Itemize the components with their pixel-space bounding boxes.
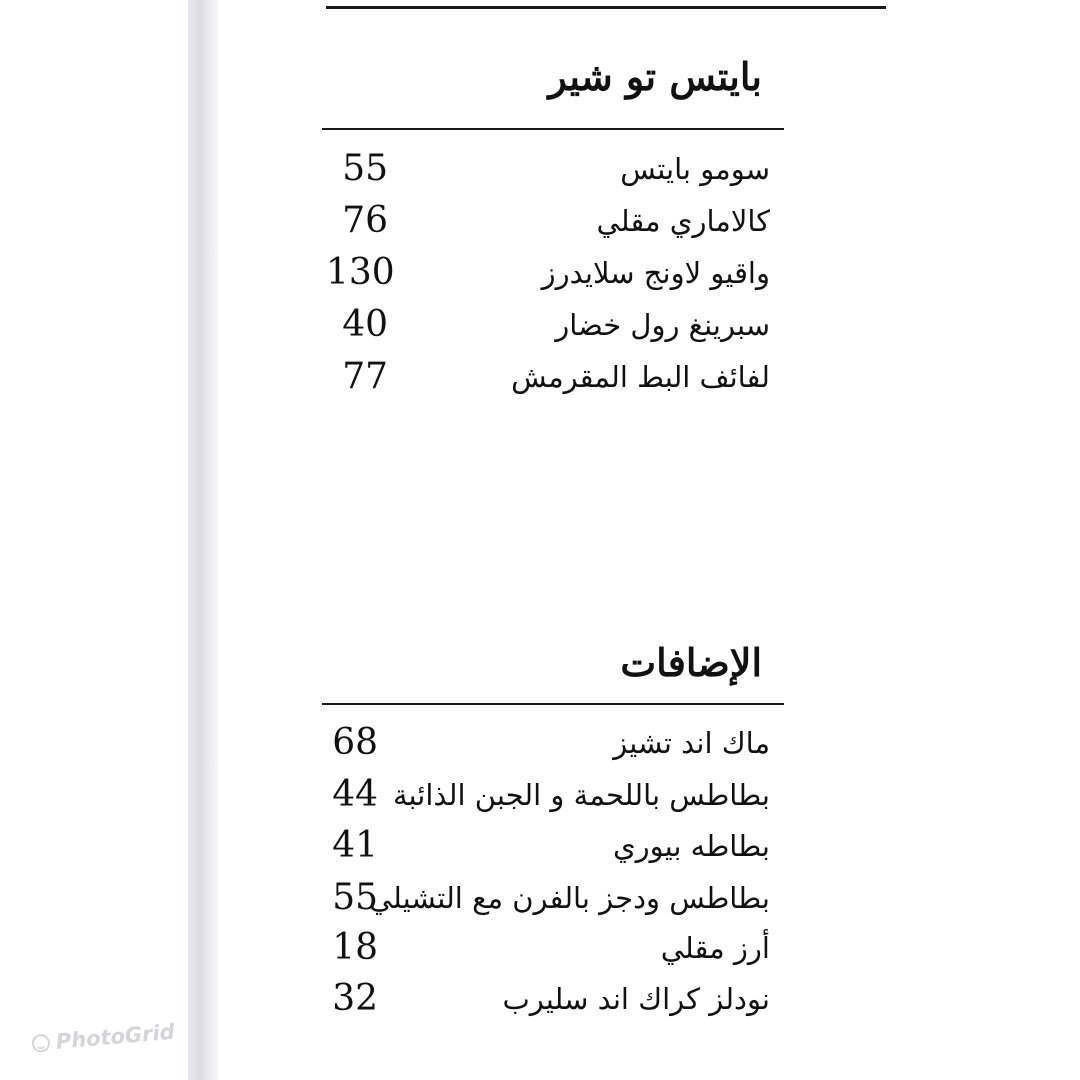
menu-item [322,352,784,402]
menu-item [322,873,784,923]
watermark-text: PhotoGrid [54,1019,176,1054]
menu-item-name: سومو بايتس [620,152,770,186]
menu-item [322,144,784,194]
menu-item-price: 77 [342,356,388,397]
menu-item [322,196,784,246]
menu-item-price: 55 [332,877,378,918]
page-gutter-shadow [188,0,218,1080]
section-rule [322,703,784,705]
menu-item-name: سبرينغ رول خضار [555,308,770,342]
section-add-ons [322,640,784,1040]
menu-item-price: 76 [342,200,388,241]
menu-item-name: بطاطه بيوري [612,829,770,863]
menu-item-name: بطاطس ودجز بالفرن مع التشيلي [368,881,770,915]
menu-item [322,923,784,973]
section-bites-to-share [322,0,784,420]
menu-item-name: بطاطس باللحمة و الجبن الذائبة [393,778,770,812]
menu-item-price: 41 [332,825,378,866]
menu-item-price: 32 [332,978,378,1019]
section-title: الإضافات [620,640,762,685]
menu-item-name: نودلز كراك اند سليرب [502,982,770,1016]
menu-item [322,821,784,871]
menu-item [322,248,784,298]
menu-item [322,300,784,350]
photogrid-logo-icon [31,1033,51,1053]
menu-item [322,718,784,768]
section-title: بايتس تو شير [548,54,762,99]
menu-item-name: واقيو لاونج سلايدرز [541,256,770,290]
menu-item-price: 18 [332,927,378,968]
menu-item-price: 55 [342,148,388,189]
menu-item-price: 68 [332,722,378,763]
menu-item-price: 130 [326,252,395,293]
menu-item-price: 44 [332,774,378,815]
left-margin [0,0,188,1080]
menu-item-price: 40 [342,304,388,345]
menu-item-name: لفائف البط المقرمش [511,360,770,394]
menu-item-name: كالاماري مقلي [596,204,770,238]
menu-item [322,974,784,1024]
section-rule [322,128,784,130]
menu-item-name: ماك اند تشيز [613,726,770,760]
menu-item [322,770,784,820]
menu-item-name: أرز مقلي [660,931,770,965]
